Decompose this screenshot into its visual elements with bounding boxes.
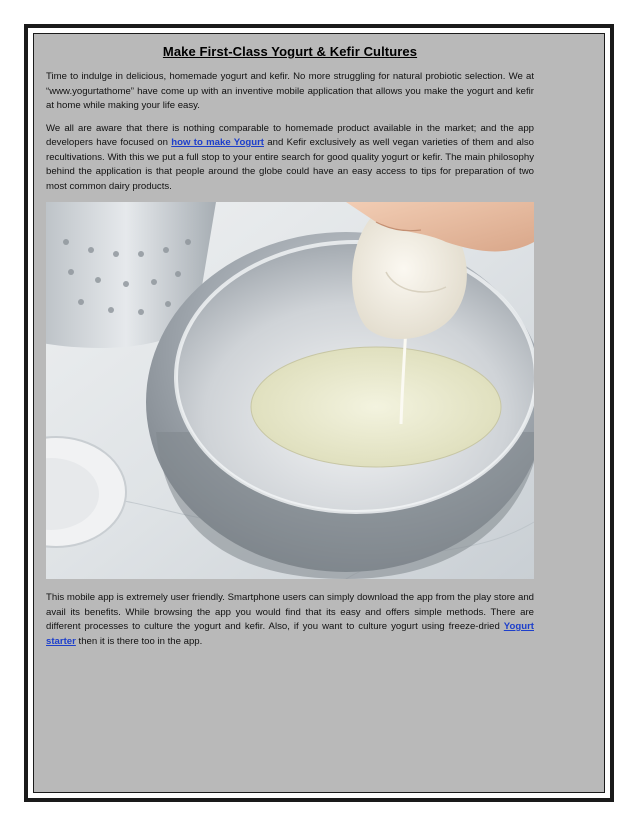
paragraph-text: This mobile app is extremely user friendly. Smartphone users can simply download the app from the play store and avail its benefits. While browsing the app you would find that its easy and offers simple methods. There are different processes to culture the yogurt and kefir. Also, if you want to culture yogurt using freeze-dried <box>46 592 534 632</box>
document-content <box>46 44 534 657</box>
yogurt-straining-photo <box>46 202 534 579</box>
yogurt-starter-link[interactable]: Yogurt starter <box>46 621 534 647</box>
page-title: Make First-Class Yogurt & Kefir Cultures <box>162 44 418 59</box>
paragraph-text: then it is there too in the app. <box>75 635 203 647</box>
paragraph-intro: Time to indulge in delicious, homemade yogurt and kefir. No more struggling for natural probiotic selection. We at “www.yogurtathome” have come up with an inventive mobile application that allows you make the yogurt and kefir at home while making your life easy. <box>46 71 534 111</box>
how-to-make-yogurt-link[interactable]: how to make Yogurt <box>171 137 264 148</box>
paragraph-text: We all are aware that there is nothing comparable to homemade product available in the market; and the app developers have focused on <box>46 122 534 148</box>
paragraph-philosophy <box>46 122 534 195</box>
paragraph-app-usage <box>46 591 534 649</box>
paragraph-text: and Kefir exclusively as well vegan varieties of them and also recultivations. With this we put a full stop to your entire search for good quality yogurt or kefir. The main philosophy behind the application is that people around the globe could have an easy access to tips for preparation of two most common dairy products. <box>46 137 535 192</box>
